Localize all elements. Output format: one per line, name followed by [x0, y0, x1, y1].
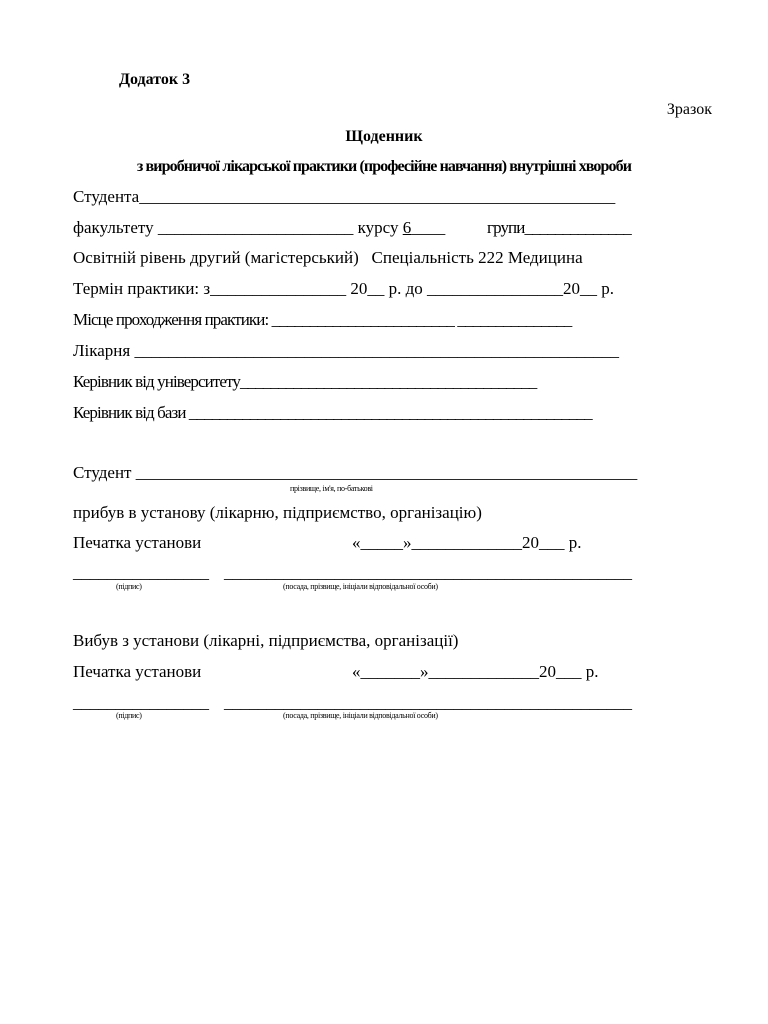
document-subtitle: з виробничої лікарської практики (професійне навчання) внутрішні хвороби	[136, 158, 632, 175]
arrival-signature-caption: (підпис)	[116, 582, 142, 591]
faculty-course-field	[73, 218, 445, 238]
arrival-official-line: ________________________________________________	[224, 563, 632, 582]
appendix-label: Додаток 3	[119, 71, 191, 88]
arrival-stamp-label: Печатка установи	[73, 533, 202, 552]
departure-stamp-label: Печатка установи	[73, 662, 202, 681]
student-name-caption: прізвище, ім'я, по-батькові	[290, 484, 373, 493]
faculty-label: факультету _______________________ курсу	[73, 218, 403, 237]
sample-label: Зразок	[666, 101, 712, 118]
arrival-official-caption: (посада, прізвище, ініціали відповідальної особи)	[283, 582, 438, 591]
arrival-signature-line: ________________	[73, 563, 209, 582]
student-field: Студента________________________________________________________	[73, 187, 616, 206]
hospital-field: Лікарня _________________________________________________________	[73, 341, 619, 360]
base-supervisor-field: Керівник від бази _____________________________________________________	[73, 403, 592, 422]
departure-date-field: «_______»_____________20___ р.	[352, 662, 599, 681]
document-title: Щоденник	[345, 128, 423, 145]
departure-signature-line: ________________	[73, 693, 209, 712]
departure-text: Вибув з установи (лікарні, підприємства, організації)	[73, 631, 459, 650]
group-field: групи______________	[487, 218, 631, 237]
education-level-line: Освітній рівень другий (магістерський) Спеціальність 222 Медицина	[73, 248, 583, 267]
departure-signature-caption: (підпис)	[116, 711, 142, 720]
arrival-date-field: «_____»_____________20___ р.	[352, 533, 582, 552]
arrival-text: прибув в установу (лікарню, підприємство, організацію)	[73, 503, 482, 522]
practice-term-field: Термін практики: з________________ 20__ р. до ________________20__ р.	[73, 279, 615, 298]
departure-official-caption: (посада, прізвище, ініціали відповідальної особи)	[283, 711, 438, 720]
course-value: 6	[402, 218, 412, 237]
arrival-student-field: Студент ___________________________________________________________	[73, 463, 638, 482]
course-tail: ____	[411, 218, 446, 237]
departure-official-line: ________________________________________________	[224, 693, 632, 712]
university-supervisor-field: Керівник від університету_______________________________________	[73, 372, 537, 391]
practice-place-field: Місце проходження практики: ________________________ _______________	[73, 310, 572, 329]
